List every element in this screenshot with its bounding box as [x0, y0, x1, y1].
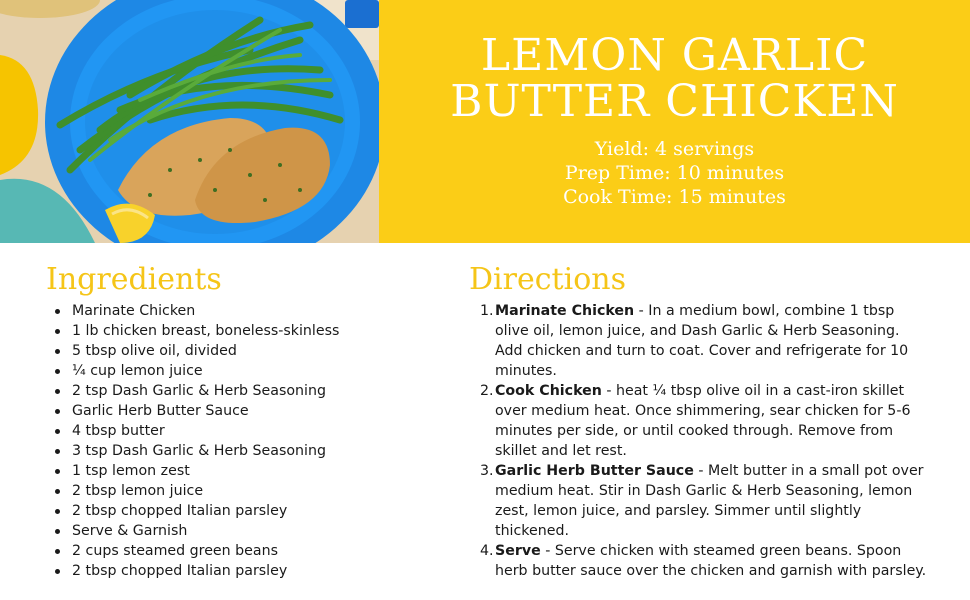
recipe-title — [379, 0, 970, 125]
direction-step — [478, 541, 930, 581]
ingredient-item: 5 tbsp olive oil, divided — [54, 341, 434, 361]
step-number: 3. — [480, 463, 494, 479]
step-title: Marinate Chicken — [495, 303, 635, 319]
ingredients-list — [54, 301, 434, 581]
direction-step — [478, 301, 930, 381]
step-number: 2. — [480, 383, 494, 399]
direction-step — [478, 381, 930, 461]
ingredient-item: 4 tbsp butter — [54, 421, 434, 441]
recipe-title-line-1: LEMON GARLIC — [480, 30, 869, 81]
ingredient-item: 3 tsp Dash Garlic & Herb Seasoning — [54, 441, 434, 461]
ingredient-item: 2 tbsp chopped Italian parsley — [54, 561, 434, 581]
recipe-title-line-2: BUTTER CHICKEN — [450, 76, 899, 127]
directions-heading: Directions — [469, 262, 626, 297]
step-title: Serve — [495, 543, 541, 559]
prep-time-text: Prep Time: 10 minutes — [564, 162, 785, 184]
recipe-photo — [0, 0, 379, 243]
ingredient-item: 2 tbsp lemon juice — [54, 481, 434, 501]
title-panel — [379, 0, 970, 243]
ingredient-item: ¼ cup lemon juice — [54, 361, 434, 381]
recipe-meta — [379, 137, 970, 209]
step-title: Garlic Herb Butter Sauce — [495, 463, 694, 479]
step-title: Cook Chicken — [495, 383, 602, 399]
directions-list — [478, 301, 930, 581]
plated-chicken-illustration — [0, 0, 379, 243]
ingredients-heading: Ingredients — [46, 262, 222, 297]
step-text: - Serve chicken with steamed green beans. Spoon herb butter sauce over the chicken and garnish with parsley. — [495, 543, 927, 579]
ingredient-item: Marinate Chicken — [54, 301, 434, 321]
step-text: - Melt butter in a small pot over medium heat. Stir in Dash Garlic & Herb Seasoning, lemon zest, lemon juice, and parsley. Simmer until slightly thickened. — [495, 463, 924, 539]
ingredient-item: 1 lb chicken breast, boneless-skinless — [54, 321, 434, 341]
direction-step — [478, 461, 930, 541]
step-number: 1. — [480, 303, 494, 319]
ingredient-item: 2 cups steamed green beans — [54, 541, 434, 561]
cook-time-text: Cook Time: 15 minutes — [563, 186, 786, 208]
step-text: - In a medium bowl, combine 1 tbsp olive oil, lemon juice, and Dash Garlic & Herb Seasoning. Add chicken and turn to coat. Cover and refrigerate for 10 minutes. — [495, 303, 909, 379]
ingredient-item: 1 tsp lemon zest — [54, 461, 434, 481]
ingredient-item: 2 tbsp chopped Italian parsley — [54, 501, 434, 521]
step-number: 4. — [480, 543, 494, 559]
ingredient-item: Serve & Garnish — [54, 521, 434, 541]
ingredient-item: Garlic Herb Butter Sauce — [54, 401, 434, 421]
step-text: - heat ¼ tbsp olive oil in a cast-iron skillet over medium heat. Once shimmering, sear chicken for 5-6 minutes per side, or until cooked through. Remove from skillet and let rest. — [495, 383, 911, 459]
yield-text: Yield: 4 servings — [594, 138, 755, 160]
ingredient-item: 2 tsp Dash Garlic & Herb Seasoning — [54, 381, 434, 401]
